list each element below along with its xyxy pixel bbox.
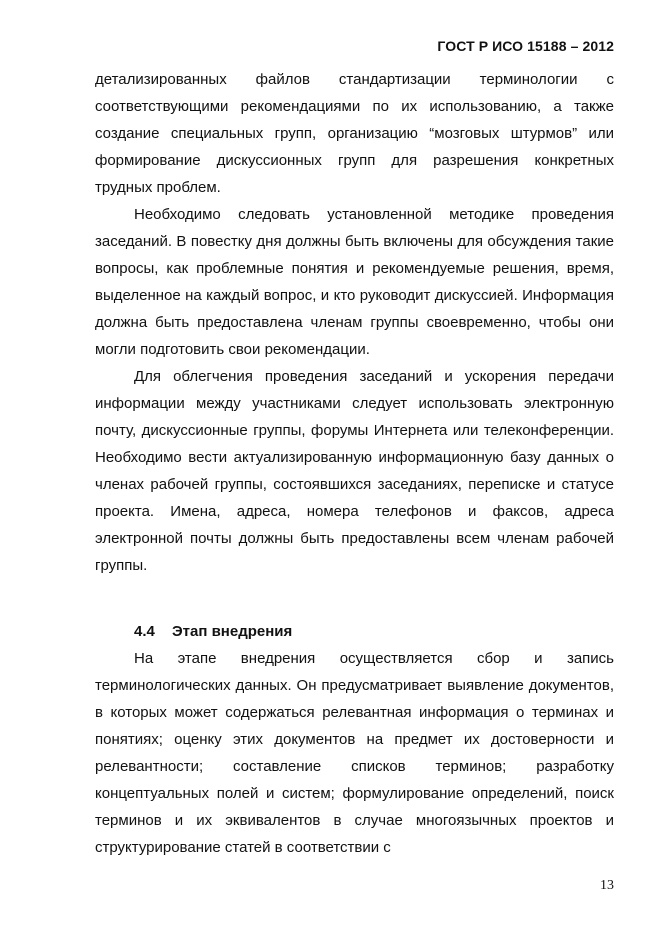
section-heading bbox=[95, 618, 614, 645]
page-content bbox=[95, 66, 614, 861]
section-number: 4.4 bbox=[134, 623, 155, 640]
page-number: 13 bbox=[600, 878, 614, 893]
document-header: ГОСТ Р ИСО 15188 – 2012 bbox=[437, 38, 614, 54]
paragraph-meetings: Необходимо следовать установленной методике проведения заседаний. В повестку дня должны быть включены для обсуждения такие вопросы, как проблемные понятия и рекомендуемые решения, время, выделенное на каждый вопрос, и кто руководит дискуссией. Информация должна быть предоставлена членам группы своевременно, чтобы они могли подготовить свои рекомендации. bbox=[95, 206, 614, 358]
paragraph-continuation: детализированных файлов стандартизации терминологии с соответствующими рекомендациями по их использованию, а также создание специальных групп, организацию “мозговых штурмов” или формирование дискуссионных групп для разрешения конкретных трудных проблем. bbox=[95, 71, 614, 196]
section-title: Этап внедрения bbox=[172, 623, 293, 640]
paragraph-communication: Для облегчения проведения заседаний и ускорения передачи информации между участниками следует использовать электронную почту, дискуссионные группы, форумы Интернета или телеконференции. Необходимо вести актуализированную информационную базу данных о членах рабочей группы, состоявшихся заседаниях, переписке и статусе проекта. Имена, адреса, номера телефонов и факсов, адреса электронной почты должны быть предоставлены всем членам рабочей группы. bbox=[95, 368, 614, 574]
paragraph-implementation: На этапе внедрения осуществляется сбор и запись терминологических данных. Он предусматривает выявление документов, в которых может содержаться релевантная информация о терминах и понятиях; оценку этих документов на предмет их достоверности и релевантности; составление списков терминов; разработку концептуальных полей и систем; формулирование определений, поиск терминов и их эквивалентов в случае многоязычных проектов и структурирование статей в соответствии с bbox=[95, 650, 614, 856]
